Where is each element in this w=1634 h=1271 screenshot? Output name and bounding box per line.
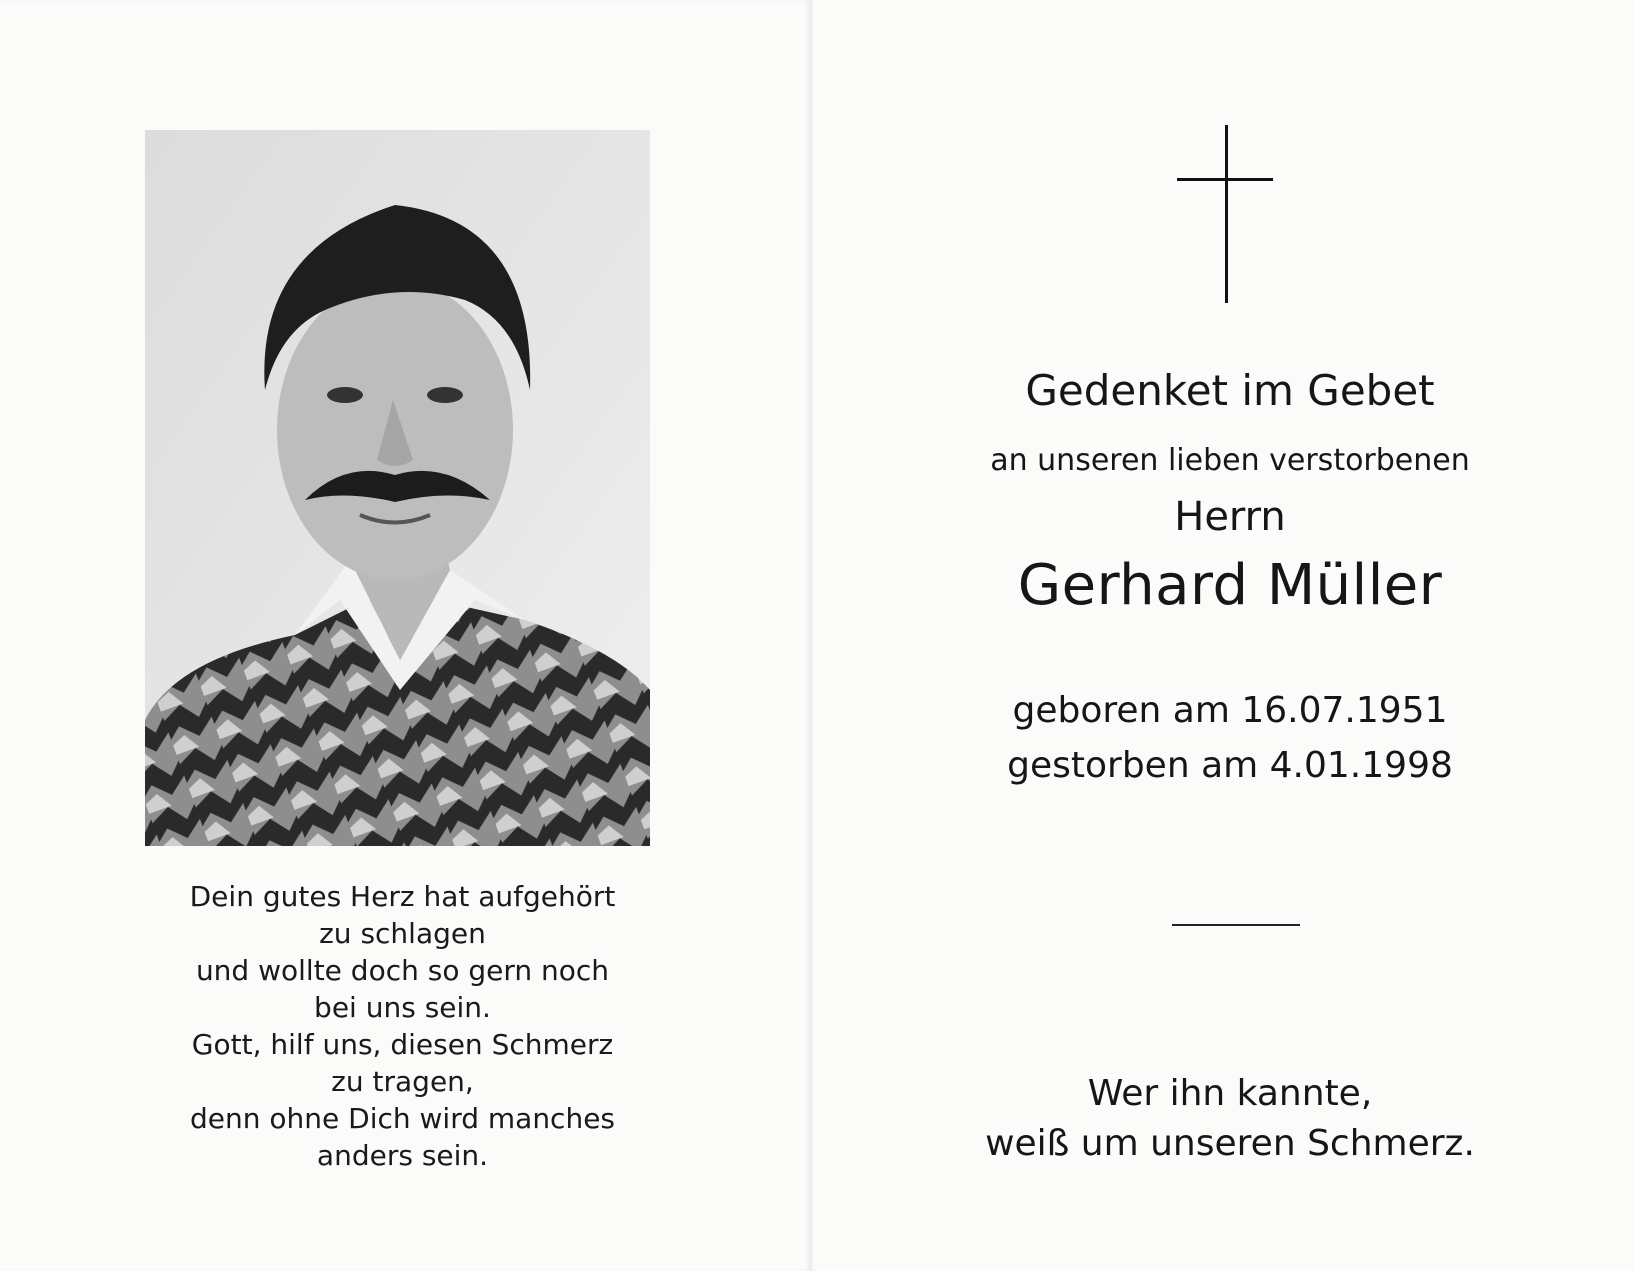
left-page: [0, 0, 813, 1271]
birth-date: geboren am 16.07.1951: [1012, 690, 1448, 731]
closing-quote-line: Wer ihn kannte,: [1087, 1073, 1373, 1114]
poem-line: bei uns sein.: [314, 991, 491, 1024]
poem-line: Gott, hilf uns, diesen Schmerz: [191, 1028, 614, 1061]
closing-quote-line: weiß um unseren Schmerz.: [985, 1123, 1475, 1164]
cross-icon: [1177, 125, 1273, 303]
poem-line: zu tragen,: [331, 1065, 474, 1098]
memorial-subheading: an unseren lieben verstorbenen: [990, 443, 1470, 478]
deceased-name: Gerhard Müller: [1017, 553, 1443, 618]
death-date: gestorben am 4.01.1998: [1007, 745, 1453, 786]
memorial-heading: Gedenket im Gebet: [1025, 366, 1435, 415]
poem-line: und wollte doch so gern noch: [195, 954, 610, 987]
portrait-illustration: [145, 130, 650, 846]
poem-line: denn ohne Dich wird manches: [189, 1102, 616, 1135]
poem-line: zu schlagen: [319, 917, 486, 950]
divider-line: [1172, 924, 1300, 926]
honorific: Herrn: [1174, 494, 1286, 540]
poem-line: anders sein.: [316, 1139, 489, 1172]
poem-line: Dein gutes Herz hat aufgehört: [189, 880, 616, 913]
portrait-photo: [145, 130, 650, 846]
memorial-poem: [145, 878, 660, 1174]
